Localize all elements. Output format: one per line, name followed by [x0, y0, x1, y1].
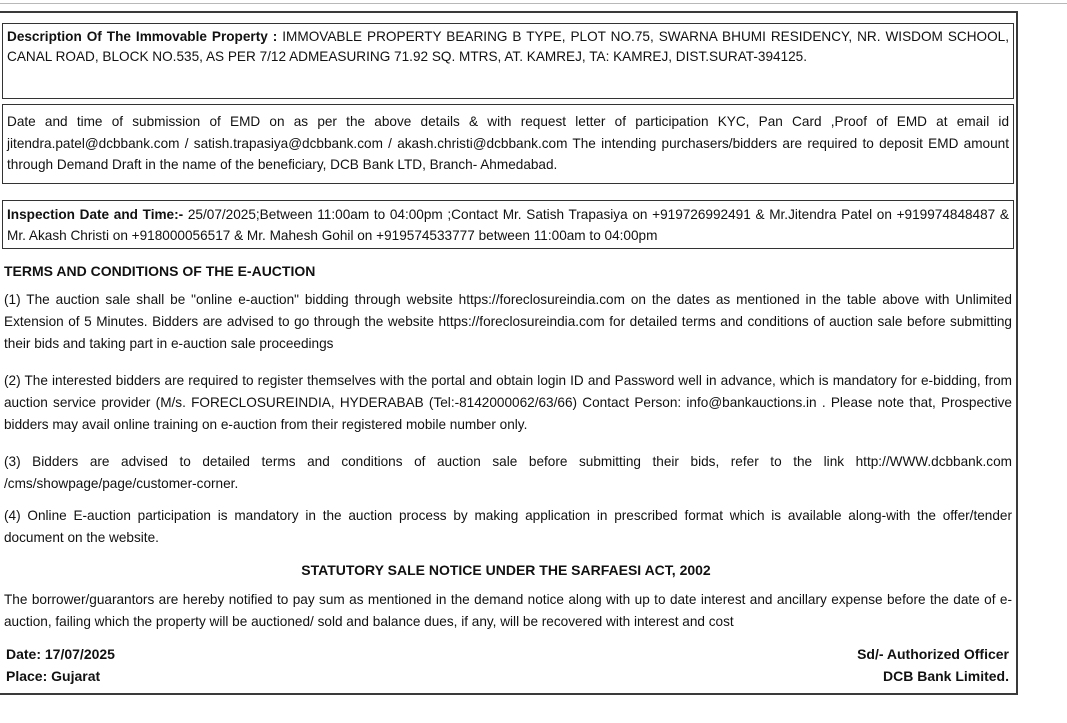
- terms-heading: TERMS AND CONDITIONS OF THE E-AUCTION: [4, 263, 316, 279]
- date-place-block: [6, 643, 115, 687]
- inspection-box: [2, 200, 1014, 249]
- emd-text: Date and time of submission of EMD on as per the above details & with request letter of participation KYC, Pan Card ,Proof of EMD at email id jitendra.patel@dcbbank.com / satish.trapasiya@dcbbank.com / akash.christi@dcbbank.com The intending purchasers/bidders are required to deposit EMD amount through Demand Draft in the name of the beneficiary, DCB Bank LTD, Branch- Ahmedabad.: [7, 114, 1009, 172]
- property-label: Description Of The Immovable Property :: [7, 29, 278, 44]
- bank-name: DCB Bank Limited.: [882, 668, 1009, 684]
- statutory-text: The borrower/guarantors are hereby notified to pay sum as mentioned in the demand notice along with up to date interest and ancillary expense before the date of e-auction, failing which the property will be auctioned/ sold and balance dues, if any, will be recovered with interest and cost: [4, 592, 1012, 629]
- signature-block: [857, 643, 1009, 687]
- terms-item-2: (2) The interested bidders are required to register themselves with the portal and obtain login ID and Password well in advance, which is mandatory for e-bidding, from auction service provider (M/s. FORECLOSUREINDIA, HYDERABAB (Tel:-8142000062/63/66) Contact Person: info@bankauctions.in . Please note that, Prospective bidders may avail online training on e-auction from their registered mobile number only.: [4, 373, 1012, 432]
- terms-item-4: (4) Online E-auction participation is mandatory in the auction process by making application in prescribed format which is available along-with the offer/tender document on the website.: [4, 508, 1012, 545]
- terms-item-3: (3) Bidders are advised to detailed terms and conditions of auction sale before submitting their bids, refer to the link http://WWW.dcbbank.com /cms/showpage/page/customer-corner.: [4, 454, 1012, 491]
- signatory-title: Sd/- Authorized Officer: [857, 646, 1009, 662]
- terms-item-1: (1) The auction sale shall be "online e-auction" bidding through website https://foreclosureindia.com on the dates as mentioned in the table above with Unlimited Extension of 5 Minutes. Bidders are advised to go through the website https://foreclosureindia.com for detailed terms and conditions of auction sale before submitting their bids and taking part in e-auction sale proceedings: [4, 292, 1012, 351]
- property-text: IMMOVABLE PROPERTY BEARING B TYPE, PLOT NO.75, SWARNA BHUMI RESIDENCY, NR. WISDOM SCHOOL, CANAL ROAD, BLOCK NO.535, AS PER 7/12 ADMEASURING 71.92 SQ. MTRS, AT. KAMREJ, TA: KAMREJ, DIST.SURAT-394125.: [7, 29, 1010, 64]
- statutory-title: STATUTORY SALE NOTICE UNDER THE SARFAESI ACT, 2002: [301, 562, 711, 578]
- notice-date: Date: 17/07/2025: [6, 646, 115, 662]
- top-rule: [0, 3, 1067, 4]
- emd-box: [2, 104, 1014, 184]
- property-description-box: [2, 23, 1014, 99]
- inspection-label: Inspection Date and Time:-: [7, 207, 184, 222]
- notice-place: Place: Gujarat: [6, 668, 101, 684]
- inspection-text: 25/07/2025;Between 11:00am to 04:00pm ;Contact Mr. Satish Trapasiya on +919726992491 & Mr.Jitendra Patel on +919974848487 & Mr. Akash Christi on +918000056517 & Mr. Mahesh Gohil on +919574533777 between 11:00am to 04:00pm: [7, 207, 1009, 243]
